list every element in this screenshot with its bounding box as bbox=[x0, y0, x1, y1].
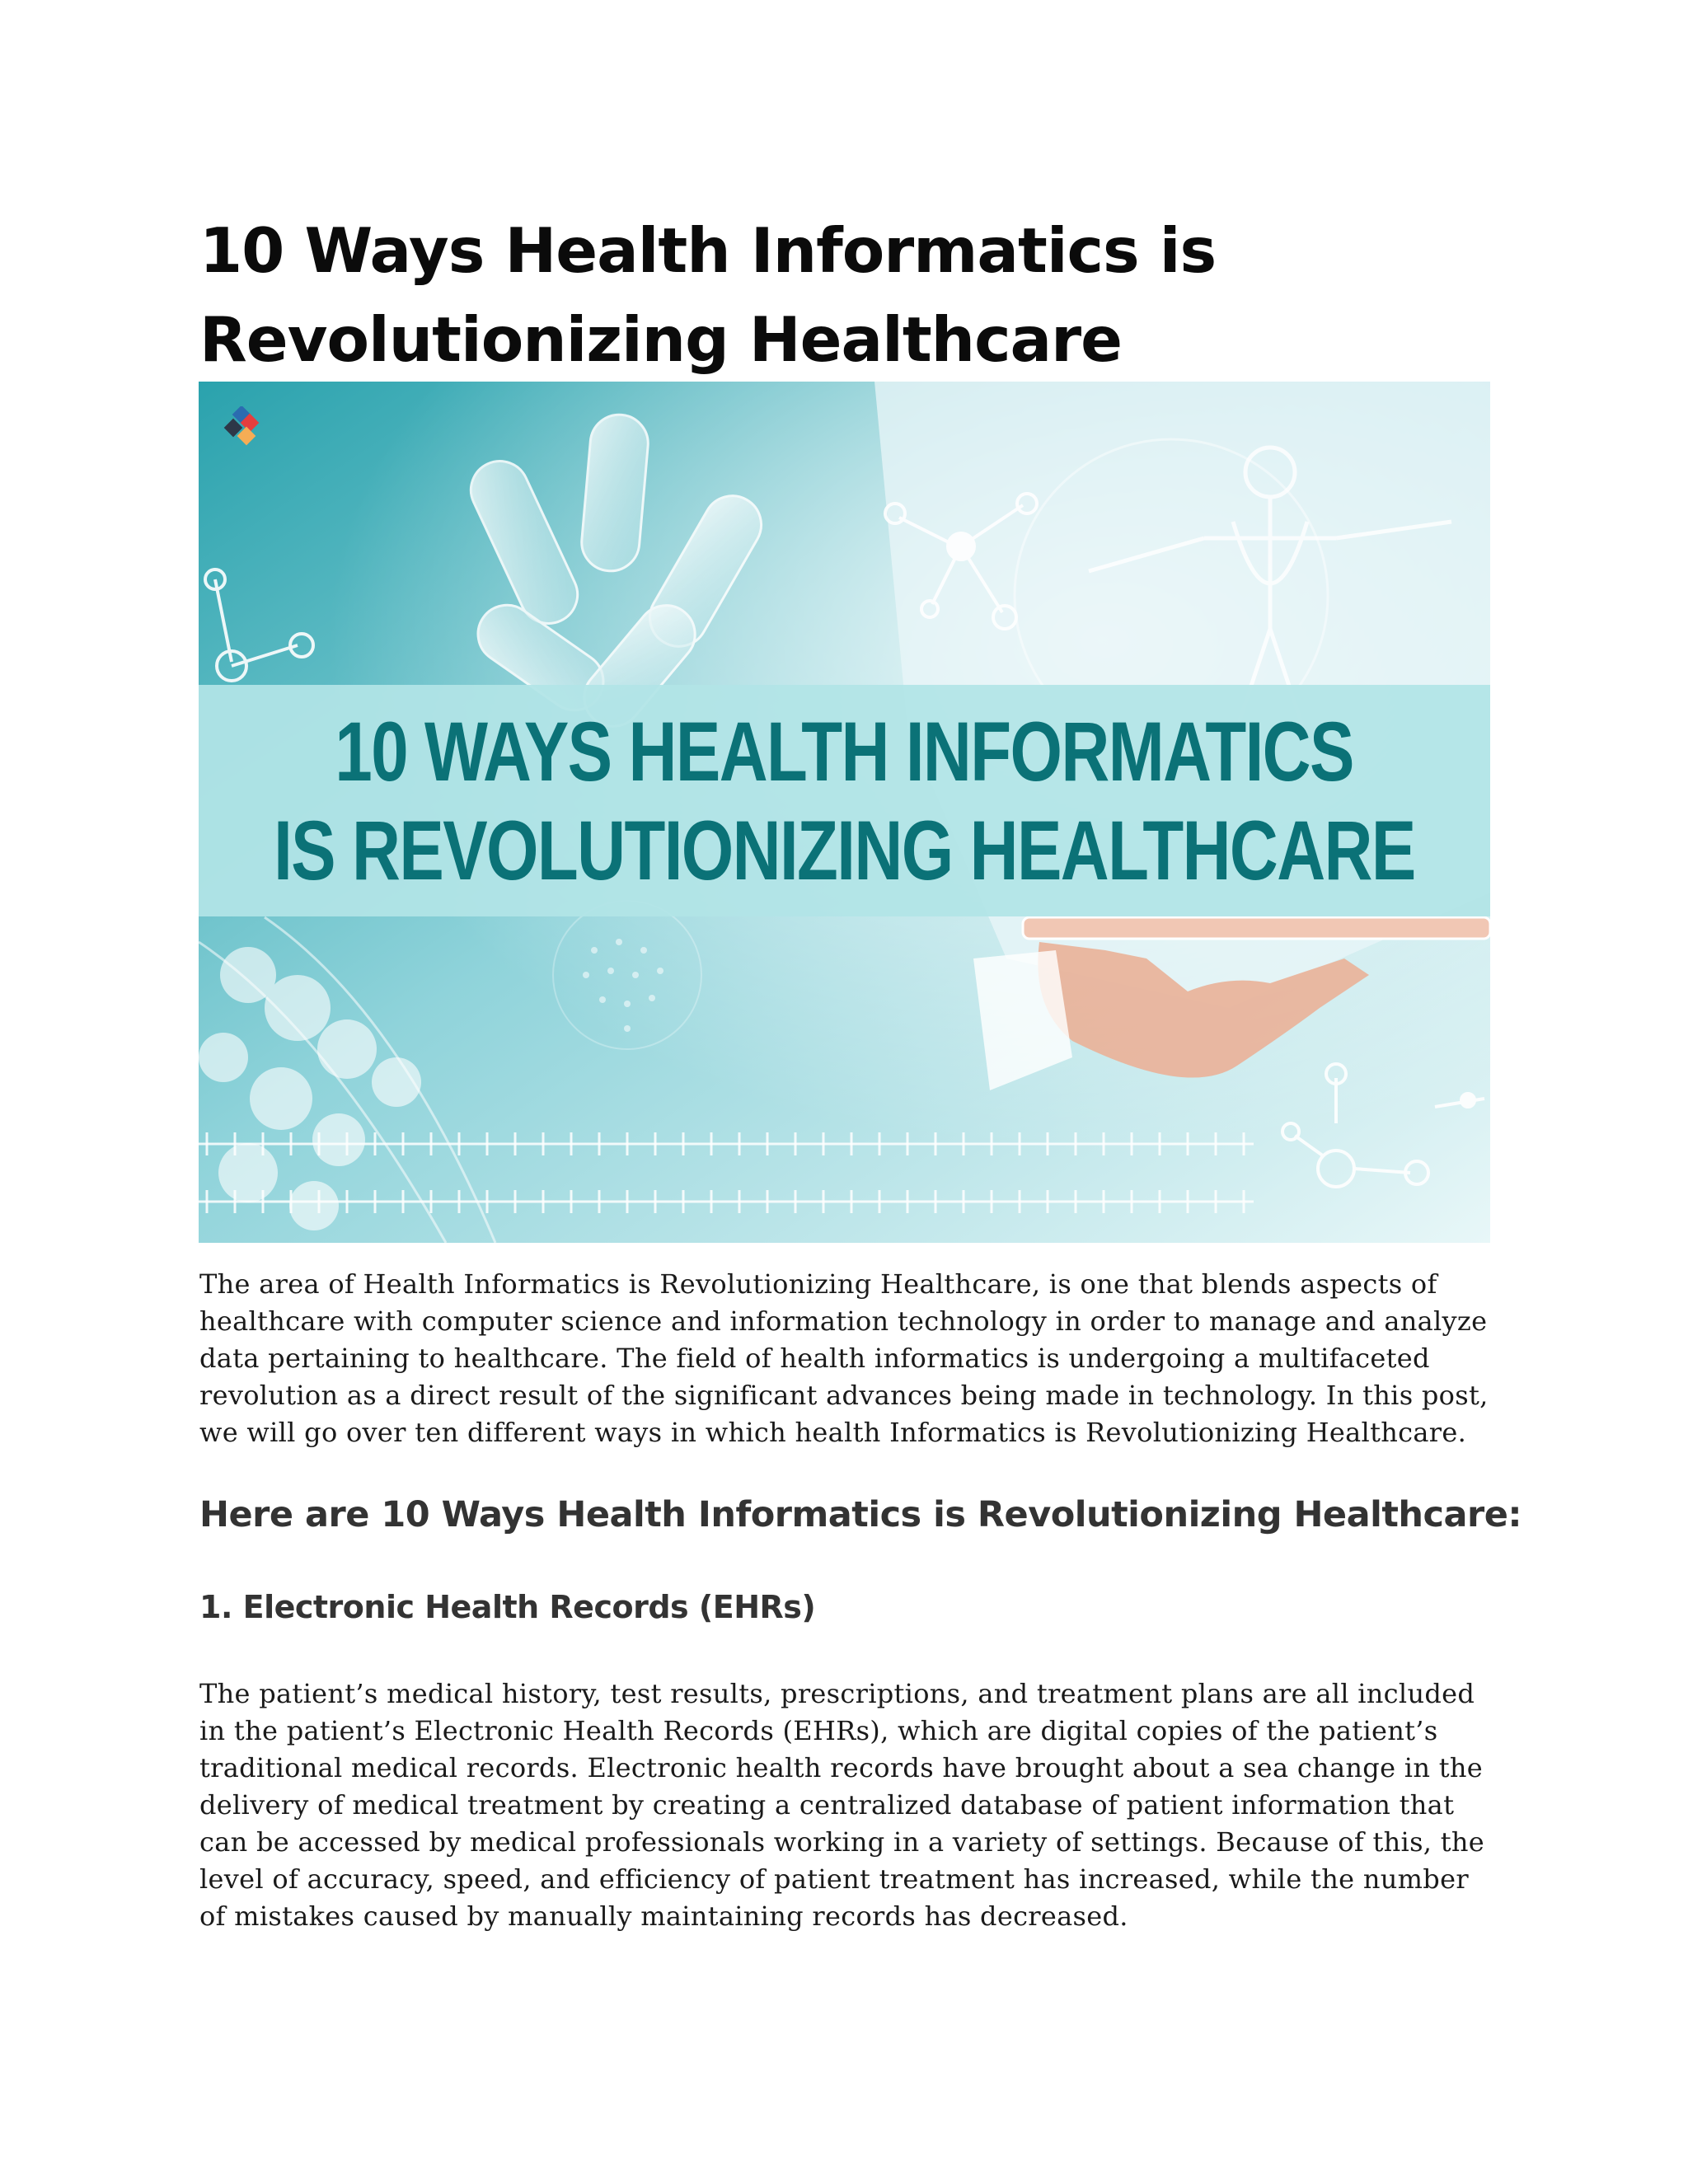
hero-banner-line-2: IS REVOLUTIONIZING HEALTHCARE bbox=[274, 803, 1415, 898]
list-heading: Here are 10 Ways Health Informatics is Revolutionizing Healthcare: bbox=[199, 1494, 1522, 1535]
hero-banner-line-1: 10 WAYS HEALTH INFORMATICS bbox=[335, 704, 1354, 799]
section-body-ehr: The patient’s medical history, test results, prescriptions, and treatment plans are all included in the patient’s Electronic Health Records (EHRs), which are digital copies of the patient’s traditional medical records. Electronic health records have brought about a sea change in the delivery of medical treatment by creating a centralized database of patient information that can be accessed by medical professionals working in a variety of settings. Because of this, the level of accuracy, speed, and efficiency of patient treatment has increased, while the number of mistakes caused by manually maintaining records has decreased. bbox=[199, 1678, 1485, 1932]
intro-paragraph: The area of Health Informatics is Revolutionizing Healthcare, is one that blends aspects of healthcare with computer science and information technology in order to manage and analyze data pertaining to healthcare. The field of health informatics is undergoing a multifaceted revolution as a direct result of the significant advances being made in technology. In this post, we will go over ten different ways in which health Informatics is Revolutionizing Healthcare. bbox=[199, 1268, 1489, 1448]
hero-banner bbox=[199, 685, 1490, 916]
page-title: 10 Ways Health Informatics is Revolutionizing Healthcare bbox=[199, 214, 1217, 376]
section-heading-ehr: 1. Electronic Health Records (EHRs) bbox=[199, 1589, 816, 1625]
brand-logo-icon bbox=[223, 406, 265, 448]
hero-image bbox=[199, 382, 1490, 1243]
